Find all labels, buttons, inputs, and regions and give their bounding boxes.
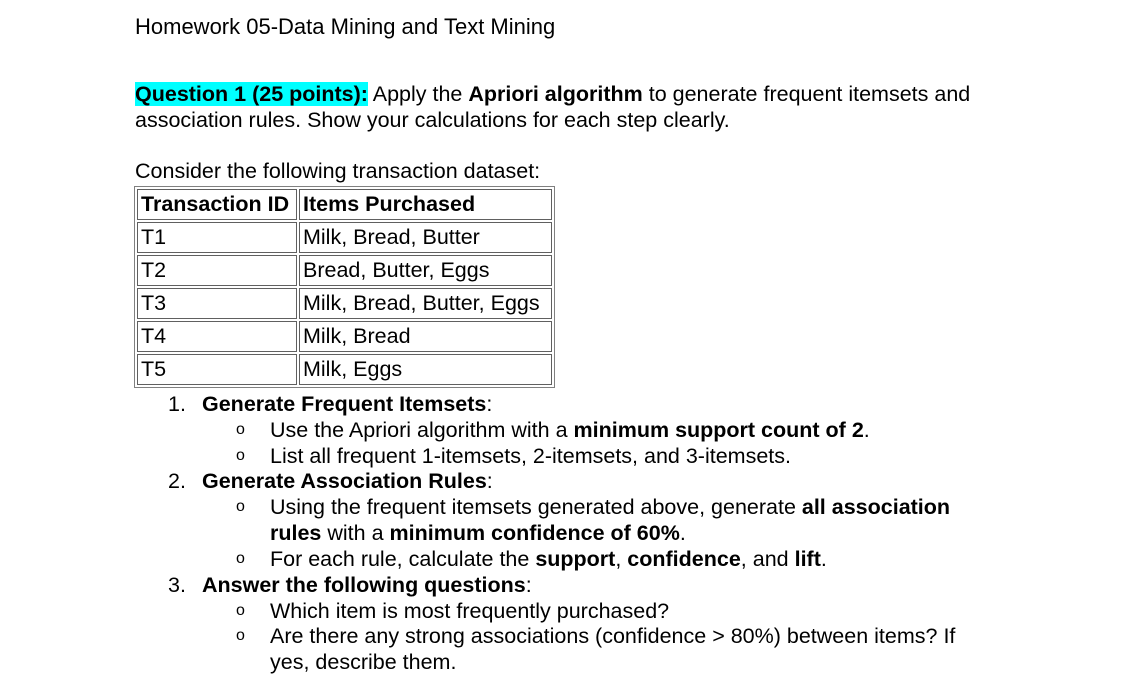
bullet-icon: o bbox=[236, 447, 245, 464]
bold-text: rules bbox=[270, 521, 322, 545]
cell: T1 bbox=[137, 222, 297, 253]
text: yes, describe them. bbox=[270, 650, 457, 674]
text: : bbox=[525, 573, 532, 597]
bold-text: support bbox=[535, 547, 616, 571]
bold-text: minimum confidence of 60% bbox=[389, 521, 680, 545]
bullet-icon: o bbox=[236, 421, 245, 438]
text: Apply the bbox=[367, 82, 469, 106]
bullet-icon: o bbox=[236, 627, 245, 644]
cell: Milk, Bread, Butter bbox=[299, 222, 552, 253]
text: to generate frequent itemsets and bbox=[642, 82, 971, 106]
list-heading: Answer the following questions bbox=[202, 573, 526, 597]
question-label: Question 1 (25 points): bbox=[135, 82, 368, 106]
cell: T5 bbox=[137, 354, 297, 385]
document-title: Homework 05-Data Mining and Text Mining bbox=[135, 14, 556, 39]
bullet-icon: o bbox=[236, 498, 245, 515]
list-heading: Generate Frequent Itemsets bbox=[202, 392, 487, 416]
text: , bbox=[615, 547, 628, 571]
text: with a bbox=[321, 521, 390, 545]
bold-text: Apriori algorithm bbox=[468, 82, 643, 106]
table-row bbox=[137, 354, 552, 385]
list-number: 2. bbox=[168, 469, 186, 493]
cell: T4 bbox=[137, 321, 297, 352]
list-number: 1. bbox=[168, 392, 186, 416]
text: , and bbox=[740, 547, 795, 571]
text: Using the frequent itemsets generated above, generate bbox=[270, 495, 802, 519]
list-heading: Generate Association Rules bbox=[202, 469, 487, 493]
text: For each rule, calculate the bbox=[270, 547, 536, 571]
bullet-icon: o bbox=[236, 602, 245, 619]
table-row bbox=[137, 321, 552, 352]
cell: T2 bbox=[137, 255, 297, 286]
text: . bbox=[820, 547, 827, 571]
cell: Milk, Bread, Butter, Eggs bbox=[299, 288, 552, 319]
list-number: 3. bbox=[168, 573, 186, 597]
text: association rules. Show your calculations for each step clearly. bbox=[135, 108, 730, 132]
cell: T3 bbox=[137, 288, 297, 319]
bold-text: lift bbox=[794, 547, 821, 571]
text: . bbox=[863, 418, 870, 442]
bold-text: confidence bbox=[627, 547, 741, 571]
text: Which item is most frequently purchased? bbox=[270, 599, 670, 623]
table-row bbox=[137, 222, 552, 253]
text: Use the Apriori algorithm with a bbox=[270, 418, 574, 442]
table-row bbox=[137, 255, 552, 286]
text: List all frequent 1-itemsets, 2-itemsets, and 3-itemsets. bbox=[270, 444, 791, 468]
dataset-intro: Consider the following transaction dataset: bbox=[135, 159, 541, 183]
column-header: Transaction ID bbox=[137, 189, 297, 220]
column-header: Items Purchased bbox=[299, 189, 552, 220]
question-text bbox=[135, 81, 970, 133]
bold-text: all association bbox=[801, 495, 951, 519]
transaction-table bbox=[134, 186, 555, 388]
bullet-icon: o bbox=[236, 550, 245, 567]
cell: Milk, Bread bbox=[299, 321, 552, 352]
text: . bbox=[679, 521, 686, 545]
cell: Milk, Eggs bbox=[299, 354, 552, 385]
text: Are there any strong associations (confidence > 80%) between items? If bbox=[270, 624, 956, 648]
table-row bbox=[137, 288, 552, 319]
bold-text: minimum support count of 2 bbox=[573, 418, 864, 442]
text: : bbox=[486, 469, 493, 493]
table-header-row bbox=[137, 189, 552, 220]
text: : bbox=[486, 392, 493, 416]
cell: Bread, Butter, Eggs bbox=[299, 255, 552, 286]
